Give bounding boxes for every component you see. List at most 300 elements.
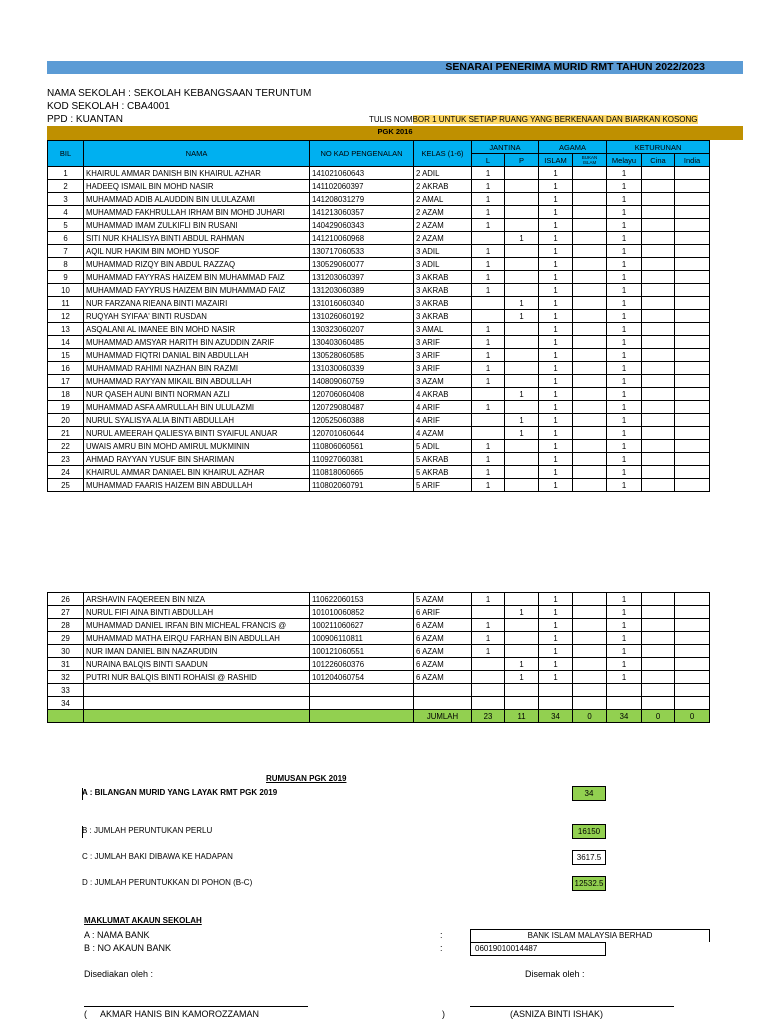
cell-nama — [84, 697, 310, 710]
cell-l: 1 — [472, 336, 505, 349]
cell-kad: 141208031279 — [310, 193, 414, 206]
table-row — [48, 193, 710, 206]
cell-melayu: 1 — [607, 619, 642, 632]
cell-kad: 110818060665 — [310, 466, 414, 479]
cell-bil: 9 — [48, 271, 84, 284]
header-india: India — [675, 154, 710, 167]
cell-kad: 131030060339 — [310, 362, 414, 375]
cell-cina — [642, 258, 675, 271]
cell-bil: 4 — [48, 206, 84, 219]
cell-bukan-islam — [573, 697, 607, 710]
cell-nama: MUHAMMAD DANIEL IRFAN BIN MICHEAL FRANCIS @ — [84, 619, 310, 632]
school-ppd: PPD : KUANTAN — [47, 114, 123, 125]
cell-kelas: 3 AZAM — [414, 375, 472, 388]
cell-cina — [642, 375, 675, 388]
cell-melayu: 1 — [607, 297, 642, 310]
cell-kelas: 3 AKRAB — [414, 310, 472, 323]
header-keturunan: KETURUNAN — [607, 141, 710, 154]
cell-p — [505, 466, 539, 479]
cell-india — [675, 336, 710, 349]
cell-india — [675, 684, 710, 697]
cell-islam: 1 — [539, 658, 573, 671]
cell-bukan-islam — [573, 479, 607, 492]
cell-bil: 30 — [48, 645, 84, 658]
cell-cina — [642, 606, 675, 619]
cell-bil: 2 — [48, 180, 84, 193]
cell-cina — [642, 632, 675, 645]
prepared-name: AKMAR HANIS BIN KAMOROZZAMAN — [100, 1009, 260, 1019]
cell-bil: 18 — [48, 388, 84, 401]
cell-india — [675, 697, 710, 710]
cell-kad: 110802060791 — [310, 479, 414, 492]
cell-cina — [642, 593, 675, 606]
total-value: 0 — [642, 710, 675, 723]
cell-india — [675, 593, 710, 606]
cell-bil: 15 — [48, 349, 84, 362]
cell-kad: 140809060759 — [310, 375, 414, 388]
cell-kelas: 2 AZAM — [414, 206, 472, 219]
total-value: 34 — [539, 710, 573, 723]
cell-kad: 140429060343 — [310, 219, 414, 232]
cell-p: 1 — [505, 388, 539, 401]
cell-kad: 120729080487 — [310, 401, 414, 414]
cell-islam: 1 — [539, 167, 573, 180]
cell-kelas: 4 AZAM — [414, 427, 472, 440]
cell-islam: 1 — [539, 632, 573, 645]
account-number-value: 06019010014487 — [470, 942, 606, 956]
cell-bukan-islam — [573, 167, 607, 180]
header-nama: NAMA — [84, 141, 310, 167]
cell-nama: NUR FARZANA RIEANA BINTI MAZAIRI — [84, 297, 310, 310]
cell-bukan-islam — [573, 466, 607, 479]
cell-kad: 130529060077 — [310, 258, 414, 271]
cell-india — [675, 206, 710, 219]
table-row — [48, 284, 710, 297]
cell-cina — [642, 180, 675, 193]
prepared-signature-line — [84, 1006, 308, 1007]
cell-india — [675, 388, 710, 401]
cell-kelas: 4 ARIF — [414, 401, 472, 414]
cell-bukan-islam — [573, 297, 607, 310]
table-row — [48, 180, 710, 193]
cell-india — [675, 193, 710, 206]
cell-nama: MUHAMMAD IMAM ZULKIFLI BIN RUSANI — [84, 219, 310, 232]
cell-p — [505, 245, 539, 258]
table-row — [48, 619, 710, 632]
cell-l — [472, 658, 505, 671]
cell-cina — [642, 362, 675, 375]
cell-p: 1 — [505, 232, 539, 245]
cell-india — [675, 479, 710, 492]
cell-kelas: 4 AKRAB — [414, 388, 472, 401]
cell-kelas: 3 ADIL — [414, 258, 472, 271]
cell-melayu: 1 — [607, 479, 642, 492]
cell-melayu: 1 — [607, 466, 642, 479]
cell-nama: ARSHAVIN FAQEREEN BIN NIZA — [84, 593, 310, 606]
cell-melayu: 1 — [607, 245, 642, 258]
summary-d-value: 12532.5 — [572, 876, 606, 891]
cell-bil: 24 — [48, 466, 84, 479]
cell-islam: 1 — [539, 362, 573, 375]
cell-p: 1 — [505, 427, 539, 440]
summary-b-value: 16150 — [572, 824, 606, 839]
cell-cina — [642, 658, 675, 671]
cell-kelas: 2 AMAL — [414, 193, 472, 206]
cell-nama: MUHAMMAD ASFA AMRULLAH BIN ULULAZMI — [84, 401, 310, 414]
cell-india — [675, 219, 710, 232]
table-row — [48, 632, 710, 645]
cell-melayu: 1 — [607, 167, 642, 180]
cell-kad: 100121060551 — [310, 645, 414, 658]
cell-nama: PUTRI NUR BALQIS BINTI ROHAISI @ RASHID — [84, 671, 310, 684]
cell-kad: 141102060397 — [310, 180, 414, 193]
cell-india — [675, 658, 710, 671]
cell-india — [675, 414, 710, 427]
cell-islam: 1 — [539, 336, 573, 349]
cell-india — [675, 619, 710, 632]
cell-melayu: 1 — [607, 206, 642, 219]
summary-a-label: A : BILANGAN MURID YANG LAYAK RMT PGK 2019 — [82, 788, 278, 797]
cell-bukan-islam — [573, 323, 607, 336]
header-p: P — [505, 154, 539, 167]
cell-l: 1 — [472, 323, 505, 336]
cell-p — [505, 479, 539, 492]
table-row — [48, 645, 710, 658]
cell-l: 1 — [472, 619, 505, 632]
instruction-highlight: BOR 1 UNTUK SETIAP RUANG YANG BERKENAAN DAN BIARKAN KOSONG — [412, 115, 698, 124]
cell-kad: 141210060968 — [310, 232, 414, 245]
cell-p — [505, 193, 539, 206]
bank-name-label: A : NAMA BANK — [84, 930, 150, 940]
cell-kad — [310, 697, 414, 710]
cell-islam: 1 — [539, 258, 573, 271]
cell-cina — [642, 271, 675, 284]
cell-bil: 28 — [48, 619, 84, 632]
cell-india — [675, 245, 710, 258]
cell-bukan-islam — [573, 440, 607, 453]
cell-nama: KHAIRUL AMMAR DANIAEL BIN KHAIRUL AZHAR — [84, 466, 310, 479]
cell-bukan-islam — [573, 388, 607, 401]
total-row — [48, 710, 710, 723]
cell-kad: 141021060643 — [310, 167, 414, 180]
cell-melayu: 1 — [607, 375, 642, 388]
cell-p — [505, 362, 539, 375]
cell-melayu: 1 — [607, 193, 642, 206]
cell-p: 1 — [505, 414, 539, 427]
title-bar — [47, 61, 743, 74]
cell-kelas: 3 ARIF — [414, 336, 472, 349]
cell-kelas: 6 ARIF — [414, 606, 472, 619]
cell-islam: 1 — [539, 245, 573, 258]
cell-india — [675, 297, 710, 310]
cell-kelas: 2 AKRAB — [414, 180, 472, 193]
instruction-prefix: TULIS NOM — [369, 115, 413, 124]
cell-nama: SITI NUR KHALISYA BINTI ABDUL RAHMAN — [84, 232, 310, 245]
cell-kelas: 5 AKRAB — [414, 466, 472, 479]
cell-bil: 21 — [48, 427, 84, 440]
cell-kad: 131203060389 — [310, 284, 414, 297]
cell-islam: 1 — [539, 388, 573, 401]
cell-bil: 12 — [48, 310, 84, 323]
cell-p — [505, 684, 539, 697]
cell-kad: 120701060644 — [310, 427, 414, 440]
cell-l — [472, 697, 505, 710]
table-row — [48, 219, 710, 232]
cell-bil: 22 — [48, 440, 84, 453]
cell-p — [505, 645, 539, 658]
cell-cina — [642, 645, 675, 658]
cell-nama: NURUL AMEERAH QALIESYA BINTI SYAIFUL ANUAR — [84, 427, 310, 440]
cell-islam: 1 — [539, 619, 573, 632]
cell-islam: 1 — [539, 593, 573, 606]
cell-melayu — [607, 697, 642, 710]
cell-kelas: 3 AKRAB — [414, 284, 472, 297]
table-row — [48, 440, 710, 453]
cell-bil: 11 — [48, 297, 84, 310]
prepared-paren-open: ( — [84, 1009, 87, 1019]
cell-kelas: 5 AZAM — [414, 593, 472, 606]
cell-cina — [642, 167, 675, 180]
cell-l: 1 — [472, 349, 505, 362]
cell-cina — [642, 479, 675, 492]
cell-p — [505, 206, 539, 219]
table-row — [48, 684, 710, 697]
cell-nama: NURAINA BALQIS BINTI SAADUN — [84, 658, 310, 671]
cell-melayu: 1 — [607, 284, 642, 297]
cell-nama: UWAIS AMRU BIN MOHD AMIRUL MUKMININ — [84, 440, 310, 453]
total-value: 0 — [573, 710, 607, 723]
cell-islam: 1 — [539, 232, 573, 245]
summary-c-value: 3617.5 — [572, 850, 606, 865]
cell-kad — [310, 684, 414, 697]
header-l: L — [472, 154, 505, 167]
cell-islam: 1 — [539, 271, 573, 284]
cell-bil: 10 — [48, 284, 84, 297]
cell-cina — [642, 684, 675, 697]
school-name: NAMA SEKOLAH : SEKOLAH KEBANGSAAN TERUNTUM — [47, 88, 312, 99]
cell-islam: 1 — [539, 310, 573, 323]
cell-bukan-islam — [573, 310, 607, 323]
cell-islam: 1 — [539, 193, 573, 206]
cell-kad: 120706060408 — [310, 388, 414, 401]
cell-kad: 101226060376 — [310, 658, 414, 671]
cell-melayu: 1 — [607, 671, 642, 684]
cell-l: 1 — [472, 258, 505, 271]
cell-bil: 26 — [48, 593, 84, 606]
cell-islam: 1 — [539, 206, 573, 219]
cell-kelas: 6 AZAM — [414, 671, 472, 684]
cell-melayu: 1 — [607, 593, 642, 606]
cell-india — [675, 362, 710, 375]
table-row — [48, 297, 710, 310]
cell-kelas: 3 AMAL — [414, 323, 472, 336]
instruction-note — [369, 115, 710, 125]
prepared-paren-close: ) — [442, 1009, 445, 1019]
table-row — [48, 453, 710, 466]
total-empty-cell — [310, 710, 414, 723]
cell-melayu: 1 — [607, 632, 642, 645]
cell-melayu: 1 — [607, 427, 642, 440]
cell-bukan-islam — [573, 362, 607, 375]
header-kad: NO KAD PENGENALAN — [310, 141, 414, 167]
cell-bil: 1 — [48, 167, 84, 180]
cell-melayu: 1 — [607, 310, 642, 323]
recipients-table-continued — [47, 592, 710, 723]
account-title: MAKLUMAT AKAUN SEKOLAH — [84, 916, 202, 925]
cell-bukan-islam — [573, 219, 607, 232]
table-row — [48, 606, 710, 619]
table-row — [48, 323, 710, 336]
cell-india — [675, 258, 710, 271]
checked-name: (ASNIZA BINTI ISHAK) — [510, 1009, 604, 1019]
cell-p — [505, 167, 539, 180]
cell-l: 1 — [472, 362, 505, 375]
cell-l — [472, 671, 505, 684]
cell-kelas: 3 ARIF — [414, 349, 472, 362]
summary-b-label: B : JUMLAH PERUNTUKAN PERLU — [82, 826, 213, 835]
table-row — [48, 336, 710, 349]
cell-l: 1 — [472, 645, 505, 658]
table-row — [48, 271, 710, 284]
cell-kad: 101010060852 — [310, 606, 414, 619]
cell-bukan-islam — [573, 349, 607, 362]
cell-bukan-islam — [573, 632, 607, 645]
cell-kad: 100906110811 — [310, 632, 414, 645]
cell-l: 1 — [472, 453, 505, 466]
cell-cina — [642, 323, 675, 336]
cell-islam: 1 — [539, 349, 573, 362]
cell-kad: 130528060585 — [310, 349, 414, 362]
header-melayu: Melayu — [607, 154, 642, 167]
recipients-table — [47, 140, 710, 492]
cell-nama: AHMAD RAYYAN YUSUF BIN SHARIMAN — [84, 453, 310, 466]
cell-p — [505, 284, 539, 297]
total-value: 0 — [675, 710, 710, 723]
cell-l: 1 — [472, 180, 505, 193]
cell-bil: 25 — [48, 479, 84, 492]
cell-bil: 23 — [48, 453, 84, 466]
summary-title: RUMUSAN PGK 2019 — [266, 774, 347, 783]
table-row — [48, 466, 710, 479]
table-row — [48, 479, 710, 492]
cell-kelas: 6 AZAM — [414, 619, 472, 632]
cell-melayu — [607, 684, 642, 697]
cell-india — [675, 323, 710, 336]
cell-india — [675, 180, 710, 193]
cell-bukan-islam — [573, 284, 607, 297]
cell-bukan-islam — [573, 453, 607, 466]
cell-l — [472, 310, 505, 323]
cell-india — [675, 232, 710, 245]
cell-bil: 13 — [48, 323, 84, 336]
cell-kad: 101204060754 — [310, 671, 414, 684]
header-bukan-islam: BUKAN ISLAM — [573, 154, 607, 167]
cell-nama: NUR IMAN DANIEL BIN NAZARUDIN — [84, 645, 310, 658]
cell-islam — [539, 697, 573, 710]
cell-kad: 131026060192 — [310, 310, 414, 323]
cell-p — [505, 258, 539, 271]
cell-bil: 16 — [48, 362, 84, 375]
cell-l: 1 — [472, 479, 505, 492]
table-row — [48, 362, 710, 375]
cell-kad: 130323060207 — [310, 323, 414, 336]
cell-bil: 33 — [48, 684, 84, 697]
cell-kad: 141213060357 — [310, 206, 414, 219]
cell-l: 1 — [472, 401, 505, 414]
cell-l: 1 — [472, 193, 505, 206]
cell-bukan-islam — [573, 658, 607, 671]
cell-bukan-islam — [573, 271, 607, 284]
cell-p — [505, 440, 539, 453]
cell-kelas: 5 ARIF — [414, 479, 472, 492]
cell-melayu: 1 — [607, 336, 642, 349]
table-row — [48, 658, 710, 671]
cell-bil: 7 — [48, 245, 84, 258]
cell-kelas: 6 AZAM — [414, 658, 472, 671]
cell-nama: MUHAMMAD RAHIMI NAZHAN BIN RAZMI — [84, 362, 310, 375]
cell-cina — [642, 349, 675, 362]
table-row — [48, 167, 710, 180]
cell-p — [505, 349, 539, 362]
cell-india — [675, 632, 710, 645]
cell-l — [472, 606, 505, 619]
cell-kelas: 5 AKRAB — [414, 453, 472, 466]
cell-l — [472, 414, 505, 427]
cell-bil: 34 — [48, 697, 84, 710]
cell-nama: HADEEQ ISMAIL BIN MOHD NASIR — [84, 180, 310, 193]
cell-bil: 19 — [48, 401, 84, 414]
cell-l: 1 — [472, 593, 505, 606]
cell-bukan-islam — [573, 414, 607, 427]
cell-bil: 27 — [48, 606, 84, 619]
cell-melayu: 1 — [607, 645, 642, 658]
table-row — [48, 427, 710, 440]
cell-islam: 1 — [539, 414, 573, 427]
cell-l: 1 — [472, 440, 505, 453]
cell-india — [675, 375, 710, 388]
cell-l: 1 — [472, 219, 505, 232]
cell-bil: 17 — [48, 375, 84, 388]
cell-kelas: 3 ADIL — [414, 245, 472, 258]
cell-nama: ASQALANI AL IMANEE BIN MOHD NASIR — [84, 323, 310, 336]
cell-kelas: 4 ARIF — [414, 414, 472, 427]
cell-cina — [642, 232, 675, 245]
cell-bil: 3 — [48, 193, 84, 206]
table-row — [48, 401, 710, 414]
table-row — [48, 375, 710, 388]
cell-islam: 1 — [539, 297, 573, 310]
cell-cina — [642, 671, 675, 684]
cell-nama: MUHAMMAD MATHA EIRQU FARHAN BIN ABDULLAH — [84, 632, 310, 645]
total-value: 23 — [472, 710, 505, 723]
cell-bukan-islam — [573, 671, 607, 684]
table-row — [48, 349, 710, 362]
cell-india — [675, 606, 710, 619]
cell-l: 1 — [472, 632, 505, 645]
cell-nama: NURUL SYALISYA ALIA BINTI ABDULLAH — [84, 414, 310, 427]
cell-l: 1 — [472, 375, 505, 388]
cell-nama: MUHAMMAD FAYYRUS HAIZEM BIN MUHAMMAD FAIZ — [84, 284, 310, 297]
table-row — [48, 232, 710, 245]
cell-melayu: 1 — [607, 349, 642, 362]
cell-cina — [642, 245, 675, 258]
cell-cina — [642, 219, 675, 232]
cell-kelas: 3 AKRAB — [414, 271, 472, 284]
cell-l: 1 — [472, 271, 505, 284]
cell-melayu: 1 — [607, 453, 642, 466]
cell-bukan-islam — [573, 619, 607, 632]
cell-islam: 1 — [539, 479, 573, 492]
